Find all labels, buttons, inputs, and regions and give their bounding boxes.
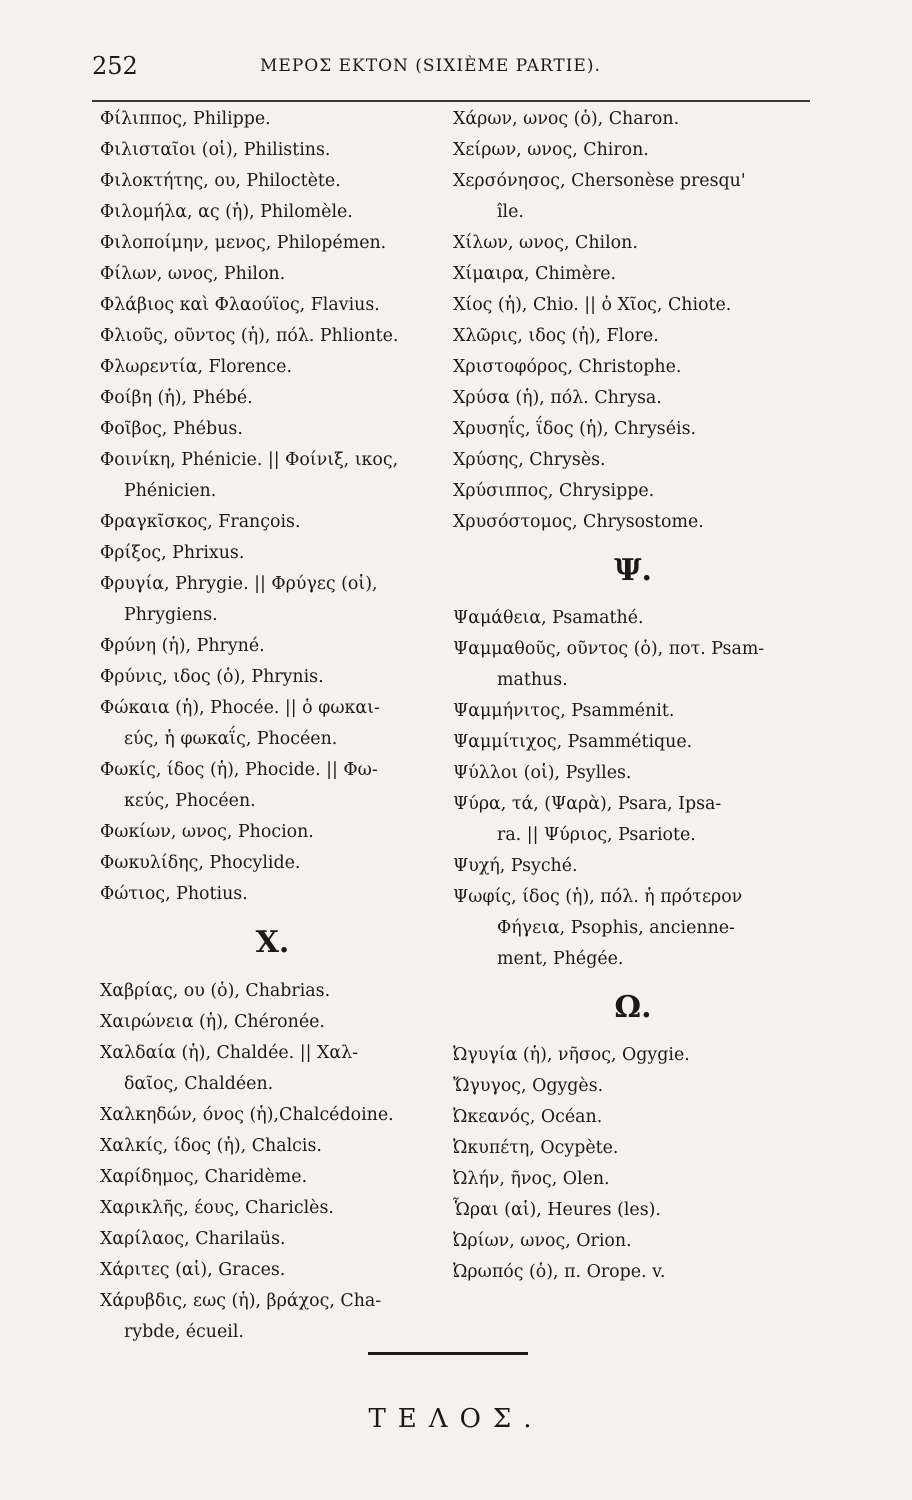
entry: Φρύνις, ιδος (ὁ), Phrynis. <box>100 667 324 687</box>
entry: Χλῶρις, ιδος (ἡ), Flore. <box>453 326 659 346</box>
entry: Χρυσηΐς, ΐδος (ἡ), Chryséis. <box>453 419 697 439</box>
section-heading-omega: Ω. <box>614 990 652 1025</box>
entry: Χαλκηδών, όνος (ἡ),Chalcédoine. <box>100 1105 394 1125</box>
end-rule <box>368 1352 528 1355</box>
entry: Χρύσα (ἡ), πόλ. Chrysa. <box>453 388 662 408</box>
right-column <box>453 104 813 1288</box>
entry: Χριστοφόρος, Christophe. <box>453 357 682 377</box>
entry-continuation: rybde, écueil. <box>124 1322 244 1342</box>
section-heading-psi: Ψ. <box>614 553 652 588</box>
spacer <box>453 1026 813 1040</box>
entry: Χρυσόστομος, Chrysostome. <box>453 512 704 532</box>
entry-continuation: Phénicien. <box>124 481 217 501</box>
entry: Ὠγυγία (ἡ), νῆσος, Ogygie. <box>453 1045 690 1065</box>
entry-continuation: εύς, ἡ φωκαΐς, Phocéen. <box>124 729 338 749</box>
entry: Χάρυβδις, εως (ἡ), βράχος, Cha- <box>100 1291 382 1311</box>
entry: Φώκαια (ἡ), Phocée. || ὁ φωκαι- <box>100 698 380 718</box>
header-rule <box>92 100 810 102</box>
entry: Χάρων, ωνος (ὁ), Charon. <box>453 109 680 129</box>
entry: Φιλοκτήτης, ου, Philoctète. <box>100 171 341 191</box>
entry: Φλιοῦς, οῦντος (ἡ), πόλ. Phlionte. <box>100 326 399 346</box>
entry: Ψαμμαθοῦς, οῦντος (ὁ), ποτ. Psam- <box>453 639 765 659</box>
entry: Χαρίδημος, Charidème. <box>100 1167 308 1187</box>
entry: Φιλοποίμην, μενος, Philopémen. <box>100 233 387 253</box>
entry: Ψαμμίτιχος, Psammétique. <box>453 732 693 752</box>
page-number: 252 <box>92 52 138 80</box>
entry: Χαλκίς, ίδος (ἡ), Chalcis. <box>100 1136 322 1156</box>
entry: Χαρικλῆς, έους, Chariclès. <box>100 1198 334 1218</box>
entry: Χρύσιππος, Chrysippe. <box>453 481 655 501</box>
running-title: ΜΕΡΟΣ ΕΚΤΟΝ (SIXIÈME PARTIE). <box>260 56 601 76</box>
entry-continuation: δαῖος, Chaldéen. <box>124 1074 274 1094</box>
entry: Ὧραι (αἱ), Heures (les). <box>453 1200 661 1220</box>
entry: Χίος (ἡ), Chio. || ὁ Χῖος, Chiote. <box>453 295 732 315</box>
entry: Ὠκεανός, Océan. <box>453 1107 603 1127</box>
entry-continuation: κεύς, Phocéen. <box>124 791 256 811</box>
spacer <box>453 538 813 552</box>
entry: Ὤγυγος, Ogygès. <box>453 1076 604 1096</box>
entry-continuation: mathus. <box>497 670 568 690</box>
entry: Φρυγία, Phrygie. || Φρύγες (οἱ), <box>100 574 378 594</box>
entry: Φωκίς, ίδος (ἡ), Phocide. || Φω- <box>100 760 378 780</box>
entry: Ὠρωπός (ὁ), π. Orope. v. <box>453 1262 666 1282</box>
entry: Φοίβη (ἡ), Phébé. <box>100 388 253 408</box>
entry: Ψωφίς, ίδος (ἡ), πόλ. ἡ πρότερον <box>453 887 743 907</box>
entry: Φώτιος, Photius. <box>100 884 248 904</box>
entry: Χαλδαία (ἡ), Chaldée. || Χαλ- <box>100 1043 358 1063</box>
section-heading-chi: X. <box>255 925 290 960</box>
entry: Φλάβιος καὶ Φλαούϊος, Flavius. <box>100 295 380 315</box>
entry: Ψύρα, τά, (Ψαρὰ), Psara, Ipsa- <box>453 794 722 814</box>
spacer <box>453 589 813 603</box>
entry: Ὠρίων, ωνος, Orion. <box>453 1231 632 1251</box>
entry: Φίλιππος, Philippe. <box>100 109 271 129</box>
entry: Ψαμάθεια, Psamathé. <box>453 608 644 628</box>
entry: Χρύσης, Chrysès. <box>453 450 606 470</box>
entry: Φοινίκη, Phénicie. || Φοίνιξ, ικος, <box>100 450 399 470</box>
entry-continuation: ra. || Ψύριος, Psariote. <box>497 825 696 845</box>
entry-continuation: île. <box>497 202 524 222</box>
entry: Χαρίλαος, Charilaüs. <box>100 1229 286 1249</box>
entry-continuation: Φήγεια, Psophis, ancienne- <box>497 918 735 938</box>
entry: Φωκίων, ωνος, Phocion. <box>100 822 314 842</box>
entry: Χίμαιρα, Chimère. <box>453 264 617 284</box>
entry: Χάριτες (αἱ), Graces. <box>100 1260 286 1280</box>
entry: Φοῖβος, Phébus. <box>100 419 243 439</box>
entry: Φραγκῖσκος, François. <box>100 512 301 532</box>
entry: Χίλων, ωνος, Chilon. <box>453 233 638 253</box>
left-column <box>100 104 445 1348</box>
spacer <box>453 975 813 989</box>
entry: Ψύλλοι (οἱ), Psylles. <box>453 763 632 783</box>
entry: Φλωρεντία, Florence. <box>100 357 292 377</box>
entry: Χαιρώνεια (ἡ), Chéronée. <box>100 1012 325 1032</box>
entry: Ὠλήν, ῆνος, Olen. <box>453 1169 610 1189</box>
running-header <box>92 52 832 86</box>
entry: Φρίξος, Phrixus. <box>100 543 245 563</box>
entry: Χερσόνησος, Chersonèse presqu' <box>453 171 746 191</box>
entry: Ψυχή, Psyché. <box>453 856 578 876</box>
entry: Χαβρίας, ου (ὁ), Chabrias. <box>100 981 331 1001</box>
end-word: ΤΕΛΟΣ. <box>368 1404 544 1434</box>
entry-continuation: ment, Phégée. <box>497 949 624 969</box>
entry: Φιλομήλα, ας (ἡ), Philomèle. <box>100 202 353 222</box>
entry: Ψαμμήνιτος, Psamménit. <box>453 701 675 721</box>
entry: Φωκυλίδης, Phocylide. <box>100 853 301 873</box>
entry: Χείρων, ωνος, Chiron. <box>453 140 649 160</box>
entry: Φρύνη (ἡ), Phryné. <box>100 636 265 656</box>
entry-continuation: Phrygiens. <box>124 605 218 625</box>
entry: Ὠκυπέτη, Ocypète. <box>453 1138 619 1158</box>
entry: Φίλων, ωνος, Philon. <box>100 264 286 284</box>
entry: Φιλισταῖοι (οἱ), Philistins. <box>100 140 331 160</box>
